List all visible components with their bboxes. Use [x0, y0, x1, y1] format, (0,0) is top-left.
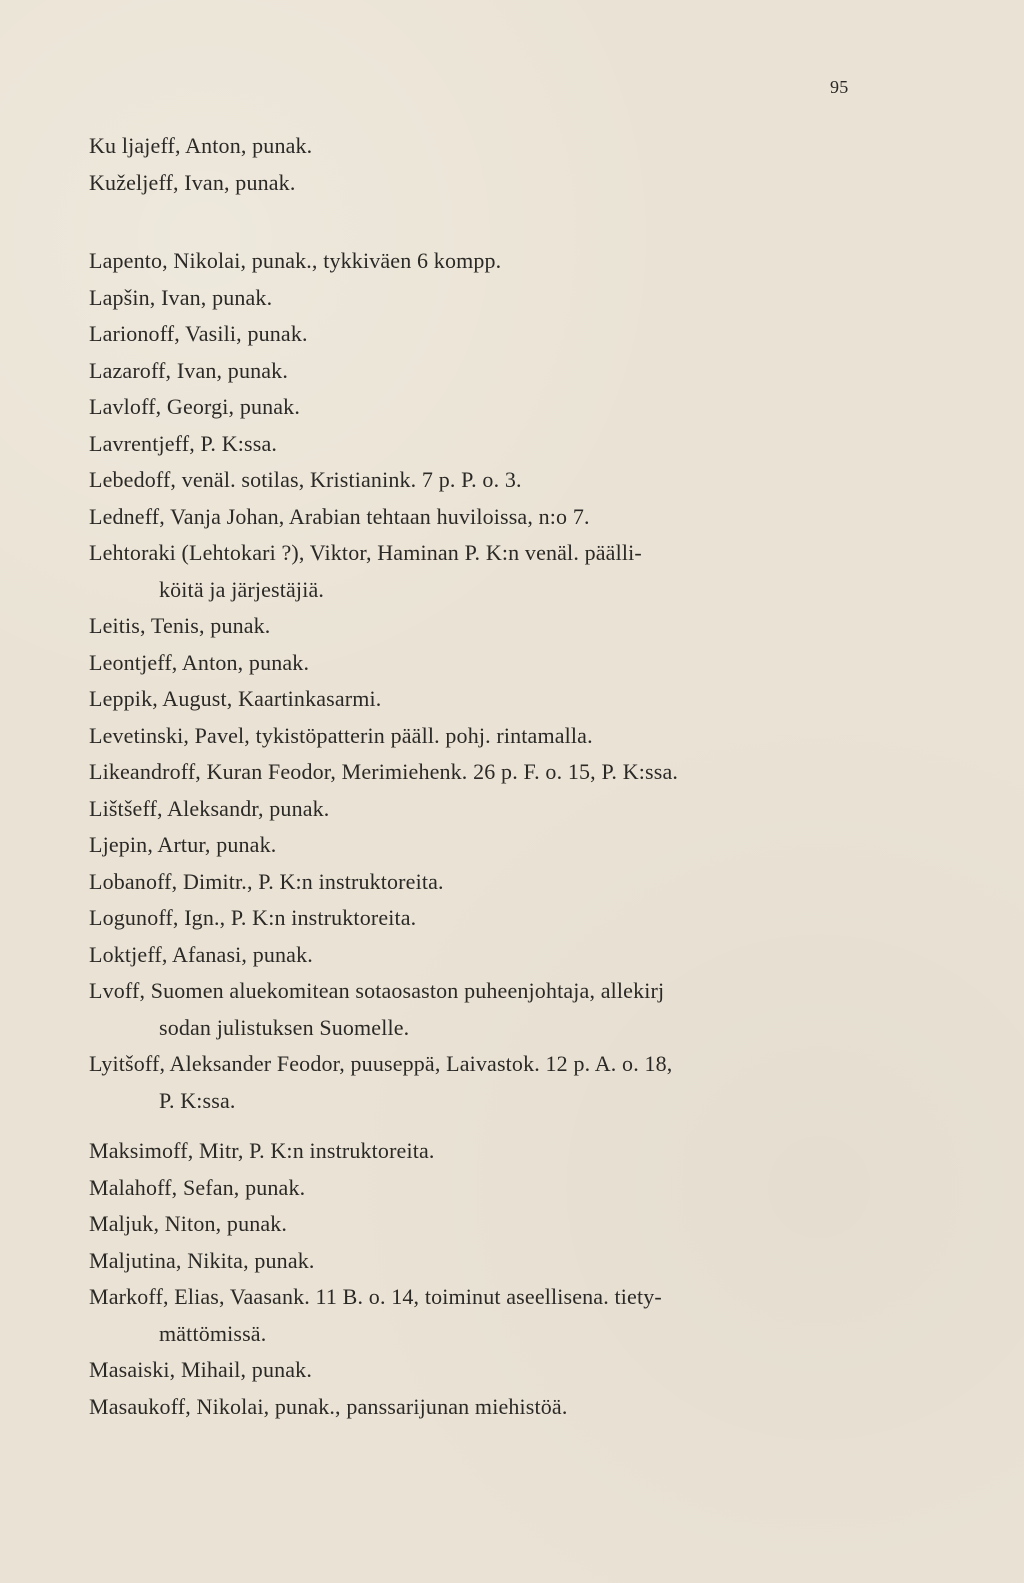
entry-masaukoff: Masaukoff, Nikolai, punak., panssarijunan miehistöä. — [89, 1393, 568, 1419]
entries-k — [89, 128, 869, 201]
entries-m — [89, 1133, 869, 1425]
entry-logunoff: Logunoff, Ign., P. K:n instruktoreita. — [89, 905, 417, 930]
entry-malahoff: Malahoff, Sefan, punak. — [89, 1174, 306, 1200]
entry-lapento: Lapento, Nikolai, punak., tykkiväen 6 kompp. — [89, 248, 502, 273]
entry-leppik: Leppik, August, Kaartinkasarmi. — [89, 686, 382, 711]
entry-ljepin: Ljepin, Artur, punak. — [89, 832, 277, 857]
entry-lvoff: Lvoff, Suomen aluekomitean sotaosaston puheenjohtaja, allekirj — [89, 978, 665, 1003]
entry-lvoff-cont: sodan julistuksen Suomelle. — [159, 1014, 410, 1040]
entry-lehtoraki-cont: köitä ja järjestäjiä. — [159, 576, 325, 602]
entry-masaiski: Masaiski, Mihail, punak. — [89, 1357, 312, 1382]
entry-lavrentjeff: Lavrentjeff, P. K:ssa. — [89, 430, 278, 456]
page-number: 95 — [830, 77, 849, 97]
entry-likeandroff: Likeandroff, Kuran Feodor, Merimiehenk. 26 p. F. o. 15, P. K:ssa. — [89, 759, 679, 784]
entry-markoff-cont: mättömissä. — [159, 1320, 267, 1346]
entry-kuzeljeff: Kuželjeff, Ivan, punak. — [89, 169, 296, 195]
entry-loktjeff: Loktjeff, Afanasi, punak. — [89, 941, 313, 967]
entry-markoff: Markoff, Elias, Vaasank. 11 B. o. 14, toiminut aseellisena. tiety- — [89, 1284, 662, 1309]
entry-lavloff: Lavloff, Georgi, punak. — [89, 394, 300, 419]
entry-lyitsoff-cont: P. K:ssa. — [159, 1087, 236, 1113]
entry-ledneff: Ledneff, Vanja Johan, Arabian tehtaan huviloissa, n:o 7. — [89, 503, 590, 529]
entry-lebedoff: Lebedoff, venäl. sotilas, Kristianink. 7 p. P. o. 3. — [89, 467, 522, 492]
entry-lyitsoff: Lyitšoff, Aleksander Feodor, puuseppä, Laivastok. 12 p. A. o. 18, — [89, 1051, 673, 1076]
entry-maljuk: Maljuk, Niton, punak. — [89, 1211, 288, 1236]
entry-lapsin: Lapšin, Ivan, punak. — [89, 284, 273, 310]
entry-larionoff: Larionoff, Vasili, punak. — [89, 321, 308, 346]
entry-leitis: Leitis, Tenis, punak. — [89, 613, 271, 638]
entry-levetinski: Levetinski, Pavel, tykistöpatterin pääll. pohj. rintamalla. — [89, 722, 593, 748]
entry-lobanoff: Lobanoff, Dimitr., P. K:n instruktoreita. — [89, 868, 444, 894]
entry-leontjeff: Leontjeff, Anton, punak. — [89, 649, 310, 675]
entry-listseff: Lištšeff, Aleksandr, punak. — [89, 795, 330, 821]
entry-lazaroff: Lazaroff, Ivan, punak. — [89, 357, 288, 383]
entry-maksimoff: Maksimoff, Mitr, P. K:n instruktoreita. — [89, 1138, 435, 1163]
entry-kuljajeff: Ku ljajeff, Anton, punak. — [89, 133, 313, 158]
entry-lehtoraki: Lehtoraki (Lehtokari ?), Viktor, Haminan P. K:n venäl. päälli- — [89, 540, 642, 565]
entry-maljutina: Maljutina, Nikita, punak. — [89, 1247, 315, 1273]
entries-l — [89, 243, 869, 1119]
